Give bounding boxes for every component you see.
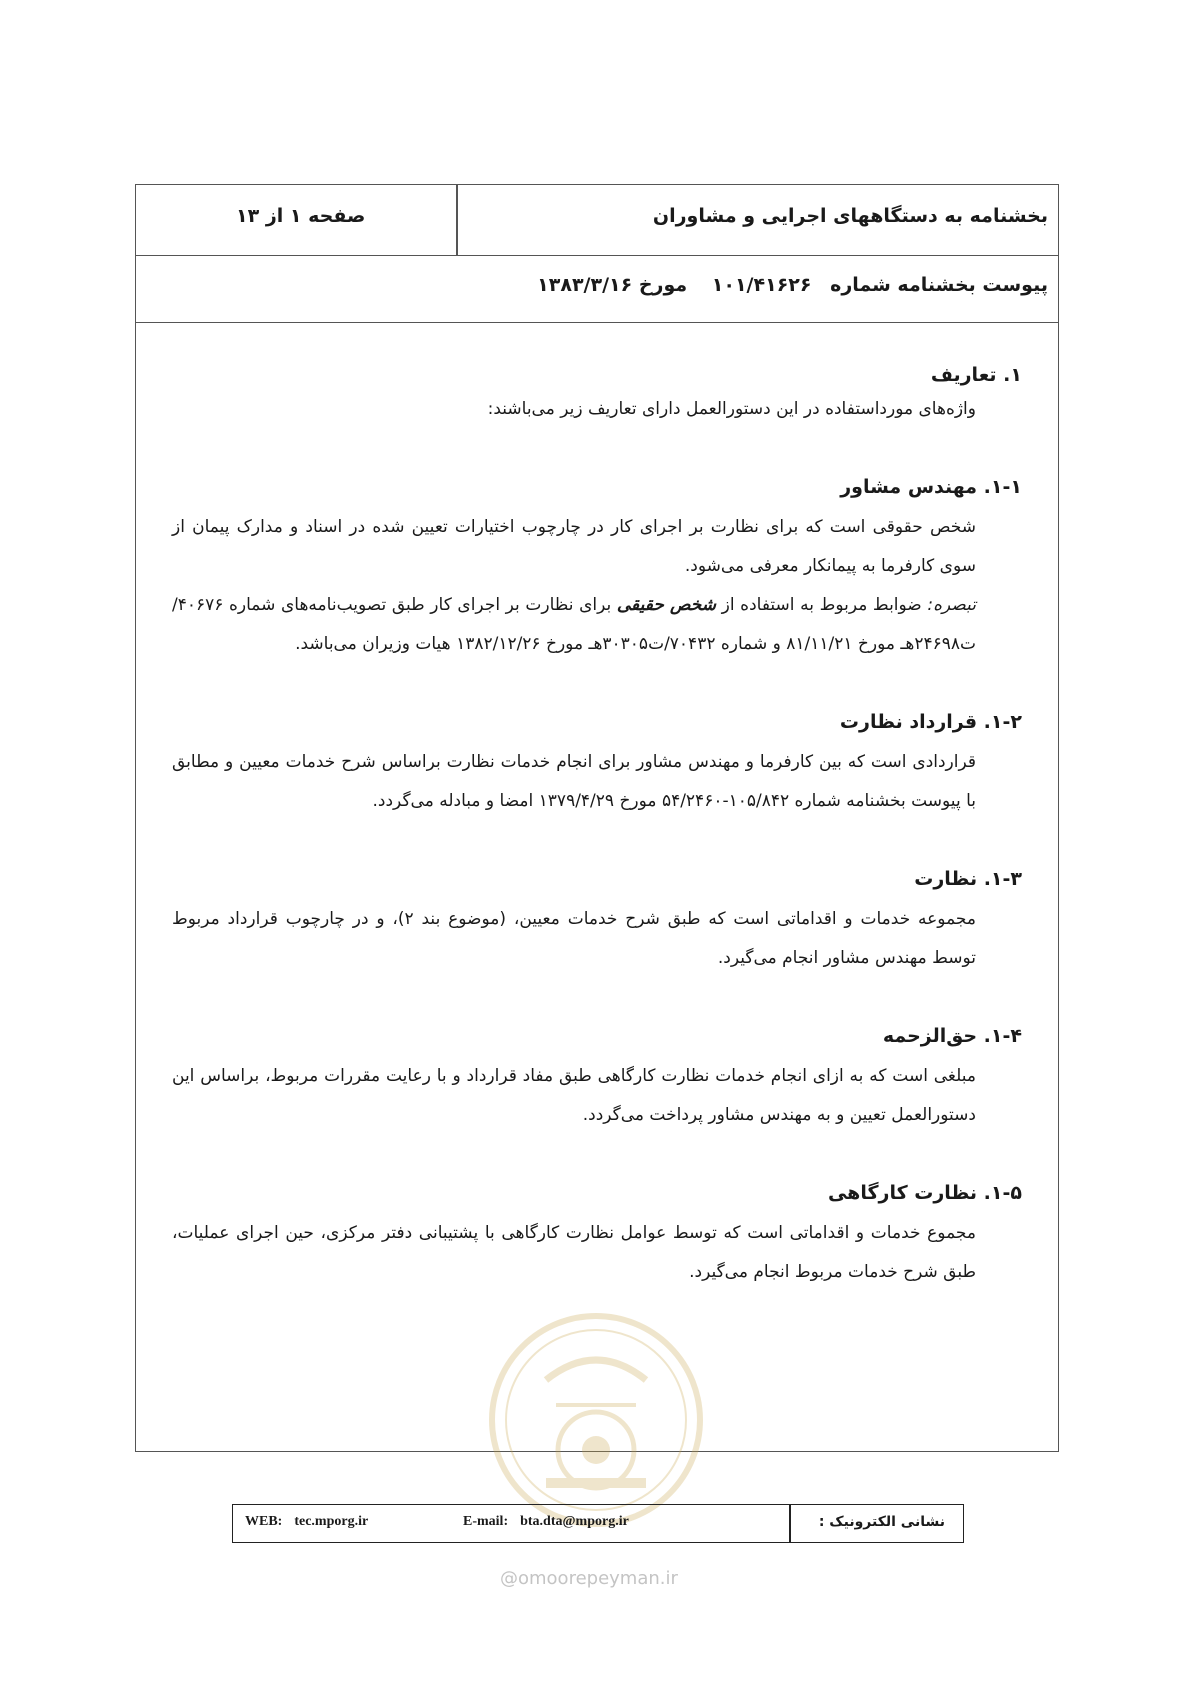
circular-title: بخشنامه به دستگاههای اجرایی و مشاوران: [652, 205, 1048, 227]
footer-label: نشانی الکترونیک :: [818, 1514, 945, 1530]
definition-title: ۱-۴. حق‌الزحمه: [882, 1025, 1022, 1047]
seal-watermark-icon: [486, 1310, 706, 1530]
header-row: [136, 185, 1058, 256]
web-link[interactable]: tec.mporg.ir: [294, 1514, 369, 1529]
header-divider: [456, 185, 458, 255]
attachment-number: ۱۰۱/۴۱۶۲۶: [711, 274, 812, 296]
definition-title: ۱-۵. نظارت کارگاهی: [827, 1182, 1022, 1204]
attachment-date: مورخ ۱۳۸۳/۳/۱۶: [537, 274, 688, 296]
definition-body: مجموع خدمات و اقداماتی است که توسط عوامل نظارت کارگاهی با پشتیبانی دفتر مرکزی، حین اجرای عملیات، طبق شرح خدمات مربوط انجام می‌گیرد.: [172, 1223, 976, 1282]
note-text-pre: ضوابط مربوط به استفاده از: [716, 595, 928, 615]
email-label: E-mail:: [463, 1514, 509, 1529]
email-link[interactable]: bta.dta@mporg.ir: [520, 1514, 629, 1529]
note-label: تبصره:: [927, 595, 976, 615]
attachment-reference: [537, 274, 1048, 296]
definition-item: [172, 472, 1022, 664]
site-watermark: @omoorepeyman.ir: [500, 1568, 678, 1589]
attachment-label: پیوست بخشنامه شماره: [830, 274, 1048, 296]
definition-item: [172, 864, 1022, 978]
definition-body: مبلغی است که به ازای انجام خدمات نظارت کارگاهی طبق مفاد قرارداد و با رعایت مقررات مربوط، براساس این دستورالعمل تعیین و به مهندس مشاور پرداخت می‌گردد.: [172, 1066, 976, 1125]
footer-web: [245, 1514, 368, 1530]
definition-title: ۱-۱. مهندس مشاور: [840, 476, 1022, 498]
footer-contact: [232, 1504, 964, 1543]
section-title: ۱. تعاریف: [930, 364, 1022, 386]
definition-body: مجموعه خدمات و اقداماتی است که طبق شرح خدمات معیین، (موضوع بند ۲)، و در چارچوب قرارداد مربوط توسط مهندس مشاور انجام می‌گیرد.: [172, 909, 976, 968]
definition-item: [172, 707, 1022, 821]
footer-email: [463, 1514, 629, 1530]
attachment-row: [136, 256, 1058, 323]
note-text-post: برای نظارت بر اجرای کار طبق تصویب‌نامه‌های شماره ۴۰۶۷۶/ت۲۴۶۹۸هـ مورخ ۸۱/۱۱/۲۱ و شماره ۷۰۴۳۲/ت۳۰۳۰۵هـ مورخ ۱۳۸۲/۱۲/۲۶ هیات وزیران می‌باشد.: [172, 595, 976, 654]
page-number: صفحه ۱ از ۱۳: [236, 205, 366, 227]
web-label: WEB:: [245, 1514, 283, 1529]
definition-item: [172, 1021, 1022, 1135]
section-intro: واژه‌های مورداستفاده در این دستورالعمل دارای تعاریف زیر می‌باشند:: [487, 399, 976, 419]
definition-note: [172, 586, 976, 664]
footer-divider: [789, 1505, 791, 1542]
definition-title: ۱-۲. قرارداد نظارت: [839, 711, 1022, 733]
definition-body: شخص حقوقی است که برای نظارت بر اجرای کار در چارچوب اختیارات تعیین شده در اسناد و مدارک پیمان از سوی کارفرما به پیمانکار معرفی می‌شود.: [172, 517, 976, 576]
definition-title: ۱-۳. نظارت: [914, 868, 1022, 890]
definition-item: [172, 1178, 1022, 1292]
document-body: [172, 360, 1022, 1292]
note-emphasis: شخص حقیقی: [616, 595, 717, 615]
definition-body: قراردادی است که بین کارفرما و مهندس مشاور برای انجام خدمات نظارت براساس شرح خدمات معیین و مطابق با پیوست بخشنامه شماره ۱۰۵/۸۴۲-۵۴/۲۴۶۰ مورخ ۱۳۷۹/۴/۲۹ امضا و مبادله می‌گردد.: [172, 752, 976, 811]
